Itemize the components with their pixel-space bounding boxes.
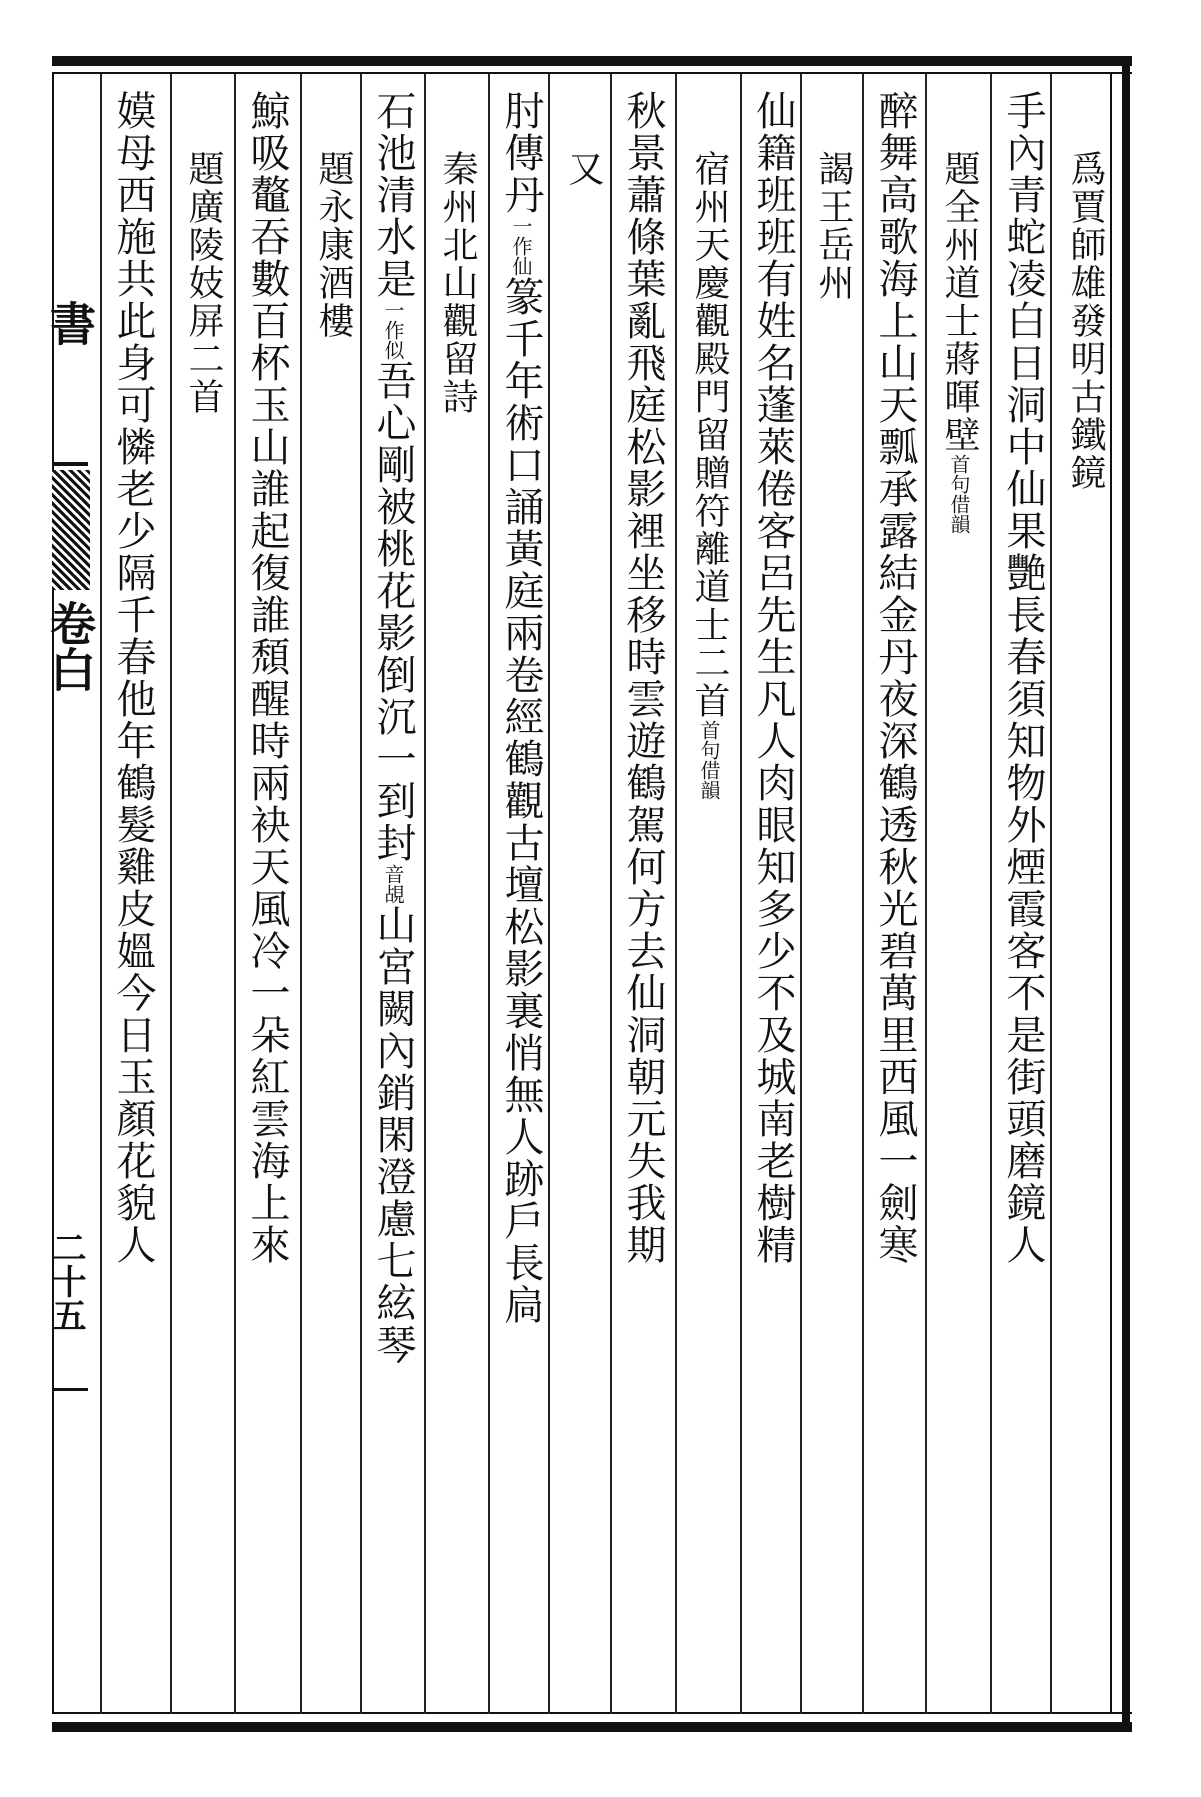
poem-line: 石池清水是一作似吾心剛被桃花影倒沉一到封音覘山宮闕內銷閑澄慮七絃琴 [370, 90, 416, 1366]
poem-title: 宿州天慶觀殿門留贈符離道士二首首句借韻 [689, 150, 730, 800]
annotation: 一作似 [381, 300, 405, 360]
column-rule [800, 74, 802, 1714]
poem-line: 秋景蕭條葉亂飛庭松影裡坐移時雲遊鶴駕何方去仙洞朝元失我期 [620, 90, 666, 1266]
margin-volume: 卷白 [43, 600, 97, 692]
column-rule [360, 74, 362, 1714]
column-rule [925, 74, 927, 1714]
column-rule [548, 74, 550, 1714]
frame-top-border [52, 56, 1132, 66]
poem-title: 謁王岳州 [813, 150, 854, 302]
poem-line: 手內青蛇凌白日洞中仙果艷長春須知物外煙霞客不是街頭磨鏡人 [1000, 90, 1046, 1266]
poem-title: 秦州北山觀留詩 [437, 150, 478, 416]
page-number: 二十五 [46, 1230, 86, 1332]
column-rule [488, 74, 490, 1714]
column-rule [234, 74, 236, 1714]
column-rule [675, 74, 677, 1714]
fold-bar-lower [52, 1388, 88, 1391]
column-rule [170, 74, 172, 1714]
poem-line: 仙籍班班有姓名蓬萊倦客呂先生凡人肉眼知多少不及城南老樹精 [750, 90, 796, 1266]
poem-line: 醉舞高歌海上山天瓢承露結金丹夜深鶴透秋光碧萬里西風一劍寒 [872, 90, 918, 1266]
annotation: 首句借韻 [697, 720, 721, 800]
poem-title: 爲賈師雄發明古鐵鏡 [1065, 150, 1106, 492]
annotation: 一作仙 [509, 216, 533, 276]
column-rule [100, 74, 102, 1714]
column-rule [300, 74, 302, 1714]
poem-title: 題廣陵妓屏二首 [183, 150, 224, 416]
poem-title: 題永康酒樓 [313, 150, 354, 340]
annotation: 首句借韻 [947, 454, 971, 534]
column-rule [424, 74, 426, 1714]
frame-right-border [1122, 56, 1130, 1732]
poem-title: 又 [563, 150, 604, 188]
frame-top-inner-border [52, 72, 1132, 74]
frame-bottom-inner-border [52, 1712, 1132, 1714]
fold-bar [52, 462, 88, 466]
column-rule [862, 74, 864, 1714]
annotation: 音覘 [381, 864, 405, 904]
poem-line: 嫫母西施共此身可憐老少隔千春他年鶴髮雞皮媼今日玉顏花貌人 [110, 90, 156, 1266]
frame-bottom-border [52, 1722, 1132, 1732]
margin-title: 書 [43, 300, 97, 346]
column-rule [1050, 74, 1052, 1714]
poem-line: 鯨吸鼇吞數百杯玉山誰起復誰頹醒時兩袂天風冷一朵紅雲海上來 [244, 90, 290, 1266]
column-rule [610, 74, 612, 1714]
column-rule [990, 74, 992, 1714]
poem-title: 題全州道士蔣暉壁首句借韻 [939, 150, 980, 534]
fold-ornament [52, 470, 90, 590]
column-rule [740, 74, 742, 1714]
poem-line: 肘傳丹一作仙篆千年術口誦黃庭兩卷經鶴觀古壇松影裏悄無人跡戶長扃 [498, 90, 544, 1326]
